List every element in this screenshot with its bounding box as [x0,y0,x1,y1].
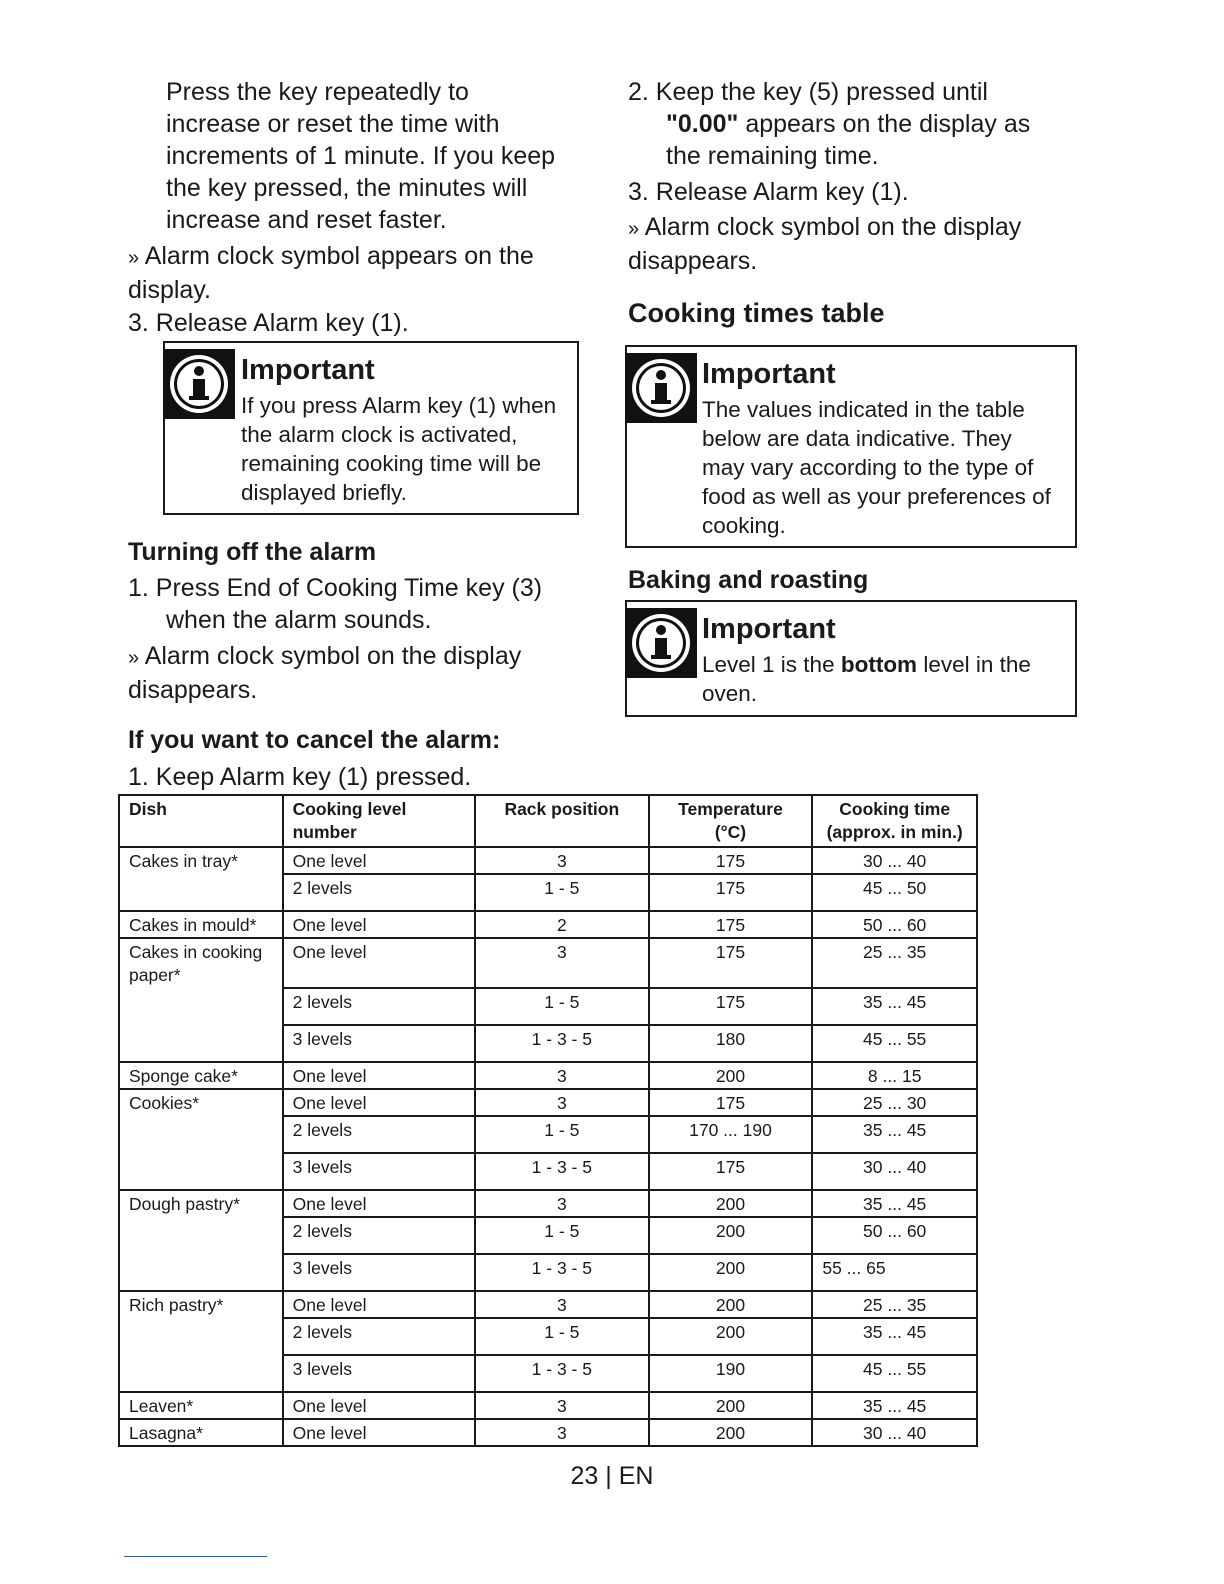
cell-temp: 190 [649,1355,813,1392]
result-alarm-disappears-right [628,211,1021,277]
cell-rack: 1 - 5 [475,988,649,1025]
cell-level: One level [283,847,475,874]
cell-level: One level [283,1190,475,1217]
cell-rack: 3 [475,938,649,988]
cell-time: 50 ... 60 [812,911,977,938]
cell-level: One level [283,938,475,988]
cell-temp: 170 ... 190 [649,1116,813,1153]
cell-time: 25 ... 35 [812,1291,977,1318]
cell-rack: 1 - 5 [475,1116,649,1153]
cell-temp: 200 [649,1217,813,1254]
important-body [241,391,556,507]
table-row [119,938,977,988]
display-value: "0.00" [666,110,739,138]
cell-rack: 3 [475,847,649,874]
cell-dish: Lasagna* [119,1419,283,1446]
cell-dish: Leaven* [119,1392,283,1419]
step-1-cancel [128,761,471,793]
intro-line: the key pressed, the minutes will [166,174,528,202]
important-note-values [625,345,1077,548]
important-line: cooking. [702,513,786,538]
table-row [119,1419,977,1446]
cell-time: 35 ... 45 [812,1318,977,1355]
result-text: Alarm clock symbol appears on the [144,242,534,270]
cell-rack: 1 - 3 - 5 [475,1025,649,1062]
cell-level: One level [283,1392,475,1419]
important-line: If you press Alarm key (1) when [241,393,557,418]
cell-time: 45 ... 50 [812,874,977,911]
cell-time: 35 ... 45 [812,1116,977,1153]
cell-temp: 200 [649,1190,813,1217]
result-text: display. [128,276,211,304]
cell-time: 30 ... 40 [812,1419,977,1446]
result-text: Alarm clock symbol on the display [644,213,1022,241]
table-row [119,1392,977,1419]
important-line: below are data indicative. They [702,426,1012,451]
header-cooking-time: Cooking time (approx. in min.) [812,795,977,847]
cell-time: 50 ... 60 [812,1217,977,1254]
cell-time: 30 ... 40 [812,847,977,874]
cell-level: One level [283,1291,475,1318]
cell-temp: 200 [649,1254,813,1291]
cell-rack: 3 [475,1392,649,1419]
cell-temp: 175 [649,874,813,911]
cell-time: 35 ... 45 [812,1392,977,1419]
intro-line: Press the key repeatedly to [166,78,469,106]
cell-temp: 175 [649,988,813,1025]
step-text: 1. Press End of Cooking Time key (3) [128,574,543,602]
intro-line: increase or reset the time with [166,110,500,138]
important-title: Important [702,358,836,390]
table-row [119,1190,977,1217]
info-icon [625,353,697,423]
cell-temp: 200 [649,1392,813,1419]
step-text: when the alarm sounds. [166,606,432,634]
important-title: Important [241,354,375,386]
cell-level: 3 levels [283,1254,475,1291]
table-row [119,847,977,874]
cell-rack: 2 [475,911,649,938]
cell-level: 2 levels [283,1318,475,1355]
cell-dish: Cakes in mould* [119,911,283,938]
cell-rack: 1 - 3 - 5 [475,1355,649,1392]
cell-level: 3 levels [283,1153,475,1190]
cell-temp: 200 [649,1318,813,1355]
important-note-alarm [163,341,579,515]
step-text: 2. Keep the key (5) pressed until [628,78,988,106]
cell-time: 25 ... 30 [812,1089,977,1116]
cell-level: 2 levels [283,874,475,911]
cell-time: 30 ... 40 [812,1153,977,1190]
intro-paragraph [166,76,555,236]
table-row [119,1089,977,1116]
important-line: may vary according to the type of [702,455,1034,480]
cell-temp: 175 [649,1089,813,1116]
cell-temp: 175 [649,911,813,938]
cell-rack: 3 [475,1190,649,1217]
table-row [119,1062,977,1089]
cell-level: One level [283,1062,475,1089]
heading-cancel-alarm: If you want to cancel the alarm: [128,726,501,754]
cell-rack: 3 [475,1089,649,1116]
cell-dish: Cookies* [119,1089,283,1190]
step-text: 3. Release Alarm key (1). [628,178,909,206]
step-3-left [128,307,409,339]
result-text: Alarm clock symbol on the display [144,642,522,670]
info-icon [163,349,235,419]
cell-temp: 200 [649,1291,813,1318]
cell-rack: 1 - 5 [475,1217,649,1254]
cell-temp: 180 [649,1025,813,1062]
step-text: the remaining time. [666,142,879,170]
step-3-right [628,176,909,208]
important-note-level [625,600,1077,717]
important-body [702,650,1031,708]
header-temperature: Temperature (°C) [649,795,813,847]
heading-baking-roasting: Baking and roasting [628,566,869,594]
heading-turning-off-alarm: Turning off the alarm [128,538,377,566]
table-row [119,1291,977,1318]
cell-rack: 3 [475,1291,649,1318]
cell-level: 2 levels [283,1217,475,1254]
page-number: 23 | EN [570,1462,654,1490]
cell-temp: 200 [649,1062,813,1089]
header-cooking-level: Cooking level number [283,795,475,847]
step-2-right [628,76,1030,172]
intro-line: increments of 1 minute. If you keep [166,142,556,170]
cell-time: 8 ... 15 [812,1062,977,1089]
cell-level: One level [283,1089,475,1116]
cell-dish: Cakes in tray* [119,847,283,911]
cooking-times-table [118,794,978,1447]
cell-rack: 1 - 3 - 5 [475,1254,649,1291]
result-alarm-disappears-left [128,640,521,706]
cell-dish: Cakes in cooking paper* [119,938,283,1062]
result-text: disappears. [628,247,758,275]
cell-temp: 200 [649,1419,813,1446]
cell-level: 3 levels [283,1025,475,1062]
cell-time: 55 ... 65 [812,1254,977,1291]
header-dish: Dish [119,795,283,847]
result-arrow-icon: » [628,218,640,240]
table-row [119,911,977,938]
footer-rule [124,1556,267,1557]
cell-level: 2 levels [283,1116,475,1153]
cell-rack: 3 [475,1062,649,1089]
important-bold: bottom [840,652,918,677]
result-arrow-icon: » [128,247,140,269]
cell-level: 3 levels [283,1355,475,1392]
important-title: Important [702,613,836,645]
heading-cooking-times-table: Cooking times table [628,298,885,328]
step-text: 3. Release Alarm key (1). [128,309,409,337]
important-text: level in the [917,652,1031,677]
cell-rack: 1 - 5 [475,1318,649,1355]
cell-rack: 1 - 3 - 5 [475,1153,649,1190]
important-line: remaining cooking time will be [241,451,542,476]
step-text: 1. Keep Alarm key (1) pressed. [128,763,472,791]
cell-dish: Rich pastry* [119,1291,283,1392]
important-line: oven. [702,681,758,706]
important-line: the alarm clock is activated, [241,422,518,447]
cell-temp: 175 [649,1153,813,1190]
step-1-turning-off [128,572,542,636]
cell-time: 45 ... 55 [812,1025,977,1062]
cell-time: 45 ... 55 [812,1355,977,1392]
result-alarm-appears [128,240,534,306]
cell-level: 2 levels [283,988,475,1025]
cell-temp: 175 [649,847,813,874]
intro-line: increase and reset faster. [166,206,447,234]
cell-dish: Sponge cake* [119,1062,283,1089]
info-icon [625,608,697,678]
cell-time: 25 ... 35 [812,938,977,988]
cell-level: One level [283,1419,475,1446]
result-text: disappears. [128,676,258,704]
cell-time: 35 ... 45 [812,988,977,1025]
cell-rack: 1 - 5 [475,874,649,911]
cell-rack: 3 [475,1419,649,1446]
cell-temp: 175 [649,938,813,988]
important-line: displayed briefly. [241,480,407,505]
cell-time: 35 ... 45 [812,1190,977,1217]
header-rack-position: Rack position [475,795,649,847]
table-header-row [119,795,977,847]
result-arrow-icon: » [128,647,140,669]
important-body [702,395,1051,540]
important-line: food as well as your preferences of [702,484,1051,509]
important-text: Level 1 is the [702,652,841,677]
important-line: The values indicated in the table [702,397,1025,422]
step-text: appears on the display as [738,110,1031,138]
cell-dish: Dough pastry* [119,1190,283,1291]
cell-level: One level [283,911,475,938]
